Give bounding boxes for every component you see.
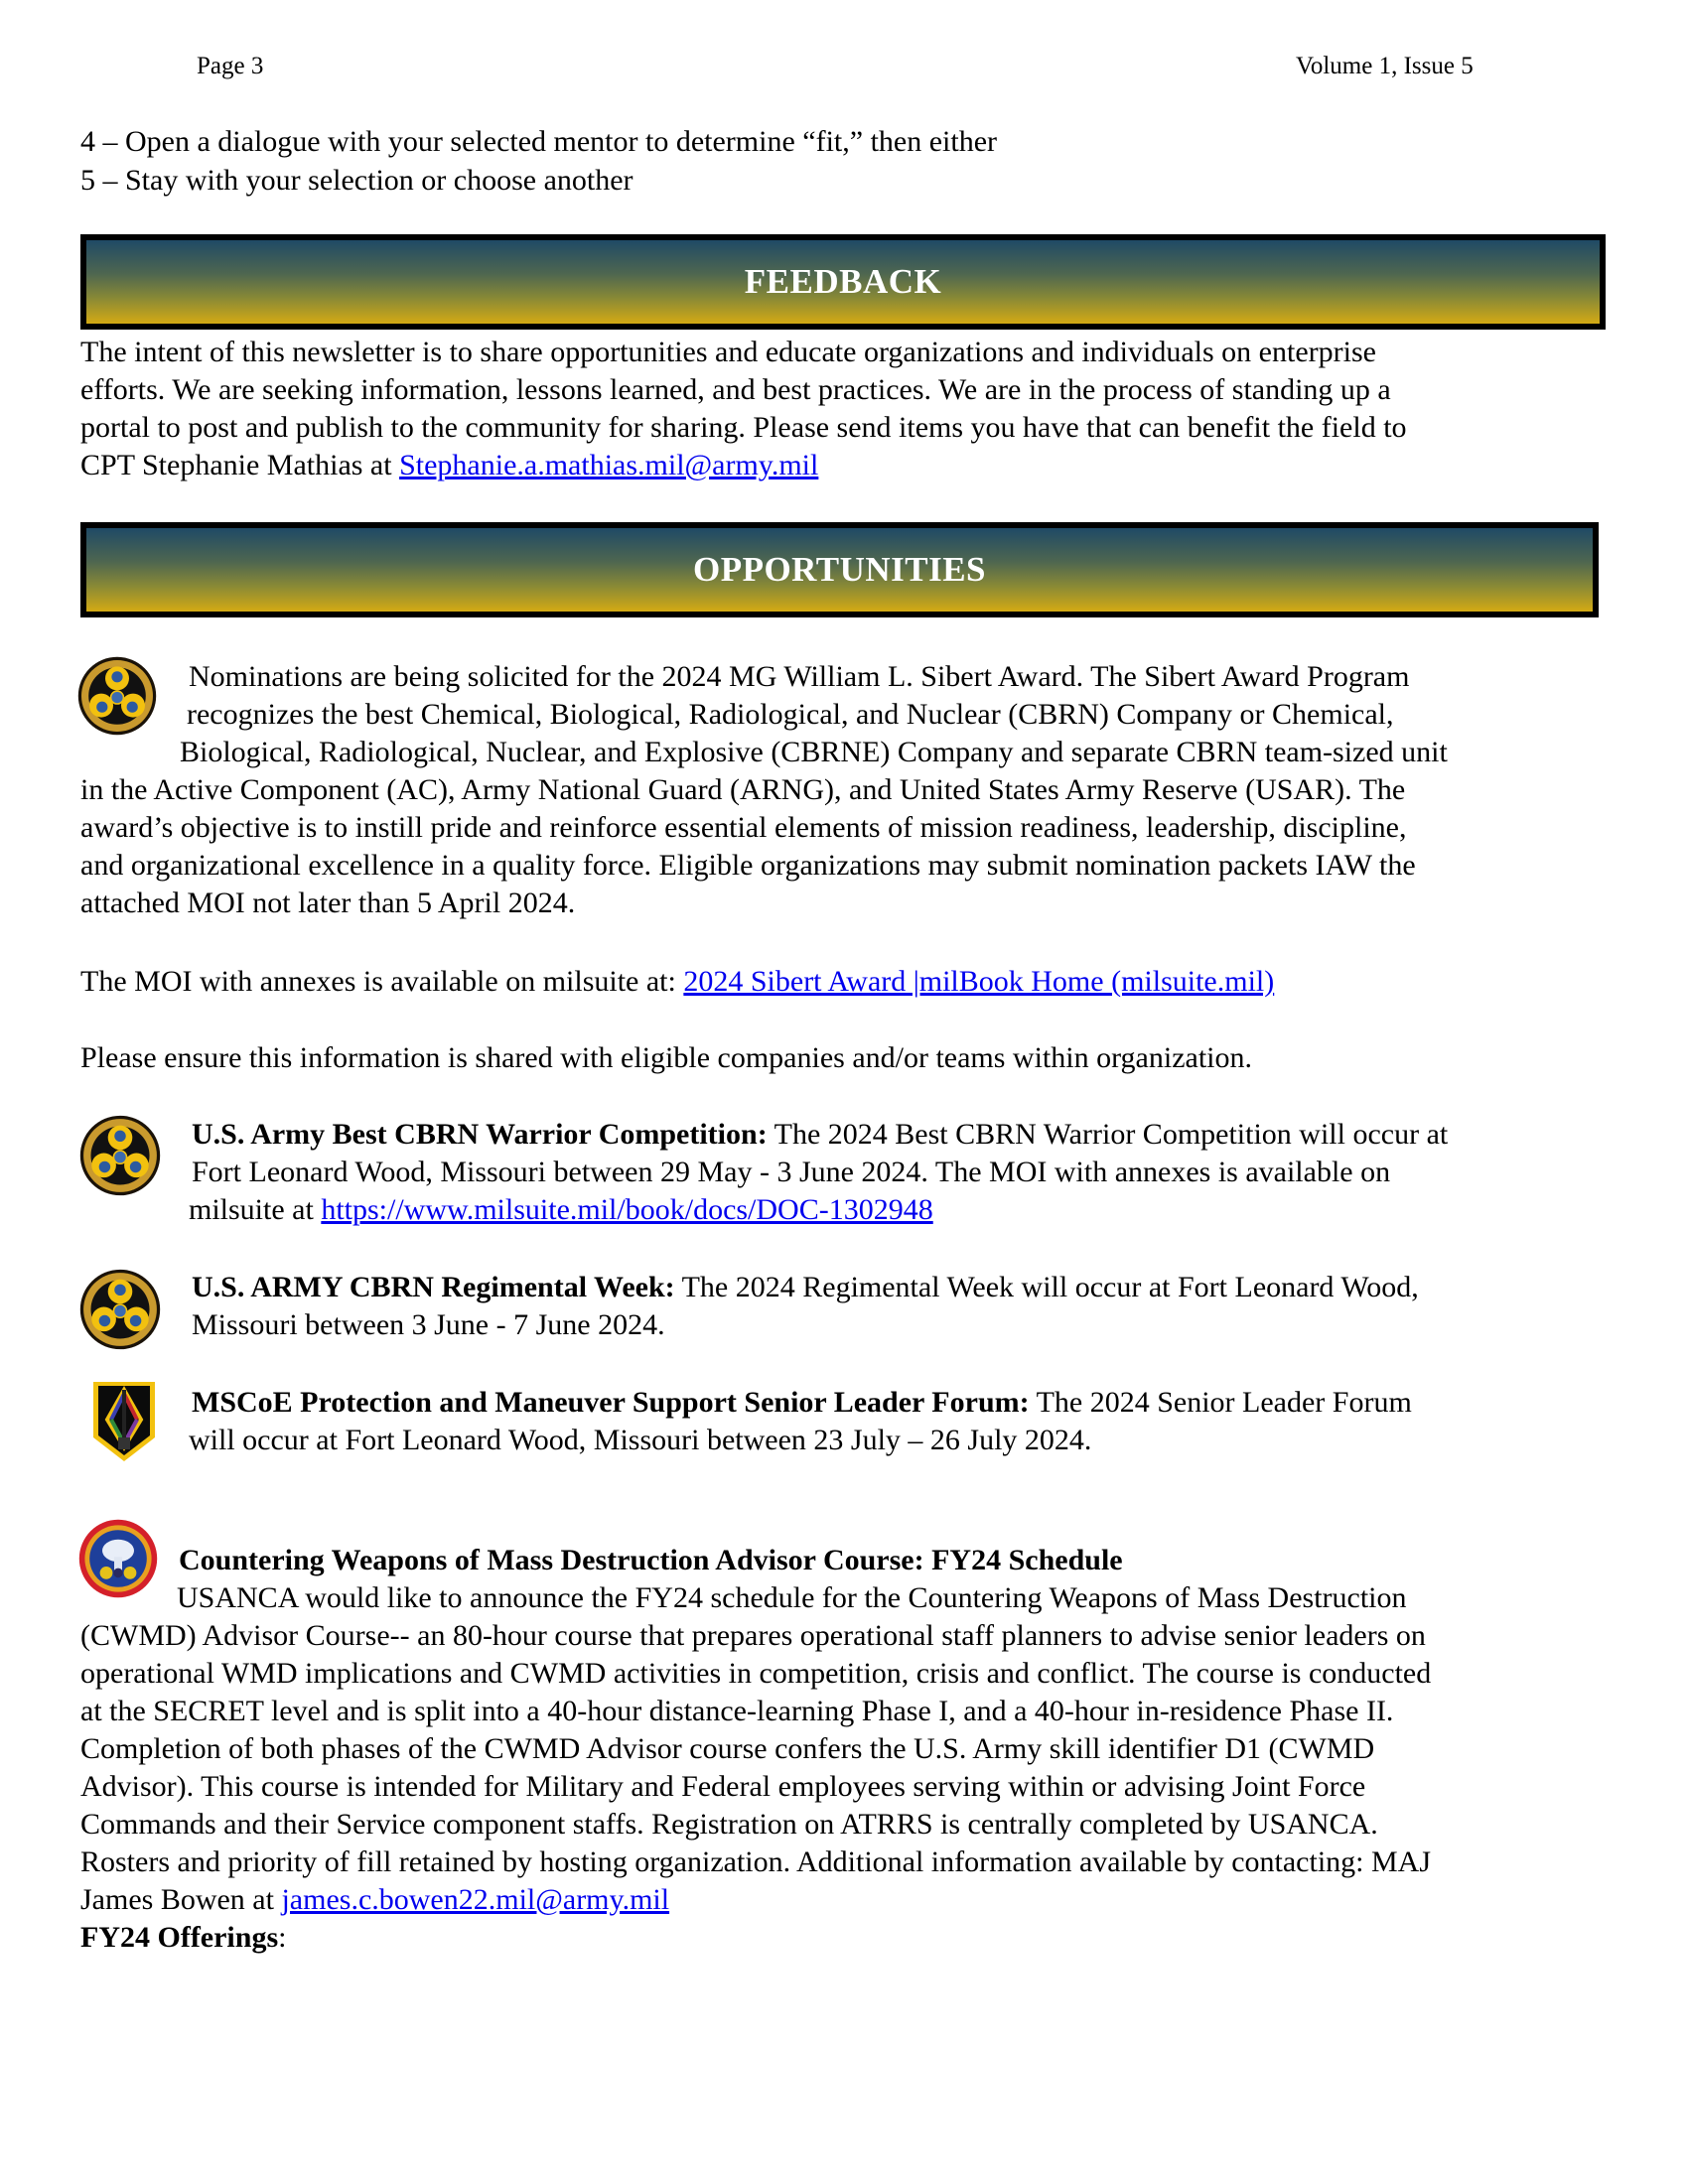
best-warrior-line: Fort Leonard Wood, Missouri between 29 May - 3 June 2024. The MOI with annexes is available on [192,1156,1391,1188]
best-warrior-text: The 2024 Best CBRN Warrior Competition will occur at [767,1118,1449,1151]
sibert-line: Nominations are being solicited for the 2024 MG William L. Sibert Award. The Sibert Award Program [189,660,1410,693]
sibert-line: Biological, Radiological, Nuclear, and Explosive (CBRNE) Company and separate CBRN team-sized unit [180,736,1448,768]
cwmd-line: (CWMD) Advisor Course-- an 80-hour course that prepares operational staff planners to advise senior leaders on [80,1619,1426,1652]
cwmd-heading [179,1542,1123,1579]
sibert-line: award’s objective is to instill pride and reinforce essential elements of mission readiness, leadership, discipline, [80,811,1407,844]
cwmd-contact [80,1881,669,1919]
issue-label: Volume 1, Issue 5 [1296,53,1474,79]
feedback-line: The intent of this newsletter is to share opportunities and educate organizations and individuals on enterprise [80,336,1376,368]
feedback-line: efforts. We are seeking information, lessons learned, and best practices. We are in the process of standing up a [80,373,1391,406]
sibert-moi-prefix: The MOI with annexes is available on milsuite at: [80,965,684,998]
cwmd-heading-text: Countering Weapons of Mass Destruction Advisor Course: FY24 Schedule [179,1544,1123,1576]
opportunities-banner [80,522,1599,617]
opportunities-heading: OPPORTUNITIES [692,550,987,589]
leader-forum-line: will occur at Fort Leonard Wood, Missouri between 23 July – 26 July 2024. [189,1424,1092,1456]
regimental-week-line [192,1269,1419,1306]
best-warrior-line [192,1116,1448,1154]
feedback-contact-prefix: CPT Stephanie Mathias at [80,449,400,481]
step-5: 5 – Stay with your selection or choose another [80,164,633,197]
best-warrior-link-prefix: milsuite at [189,1193,322,1226]
cwmd-contact-prefix: James Bowen at [80,1883,282,1916]
fy24-offerings-text: FY24 Offerings [80,1921,279,1954]
feedback-banner [80,234,1606,330]
cwmd-line: Rosters and priority of fill retained by hosting organization. Additional information available by contacting: MAJ [80,1845,1432,1878]
regimental-week-line: Missouri between 3 June - 7 June 2024. [192,1308,665,1341]
best-warrior-heading: U.S. Army Best CBRN Warrior Competition: [192,1118,768,1151]
cwmd-line: at the SECRET level and is split into a 40-hour distance-learning Phase I, and a 40-hour in-residence Phase II. [80,1695,1394,1727]
feedback-contact [80,447,818,484]
cwmd-line: USANCA would like to announce the FY24 schedule for the Countering Weapons of Mass Destruction [177,1581,1407,1614]
best-warrior-line [189,1191,933,1229]
page-number: Page 3 [197,53,264,79]
leader-forum-text: The 2024 Senior Leader Forum [1029,1386,1412,1419]
fy24-offerings-colon: : [278,1921,287,1954]
feedback-line: portal to post and publish to the community for sharing. Please send items you have that can benefit the field to [80,411,1407,444]
mscoe-shield-insignia-icon [91,1380,157,1463]
cwmd-line: Advisor). This course is intended for Military and Federal employees serving within or advising Joint Force [80,1770,1366,1803]
leader-forum-line [192,1384,1412,1422]
sibert-milbook-link[interactable]: 2024 Sibert Award |milBook Home (milsuite.mil) [683,965,1275,998]
sibert-share-note: Please ensure this information is shared with eligible companies and/or teams within organization. [80,1041,1253,1074]
cwmd-line: operational WMD implications and CWMD activities in competition, crisis and conflict. The course is conducted [80,1657,1432,1690]
best-warrior-moi-link[interactable]: https://www.milsuite.mil/book/docs/DOC-1302948 [321,1193,933,1226]
regimental-week-text: The 2024 Regimental Week will occur at Fort Leonard Wood, [674,1271,1419,1303]
cbrn-regiment-crest-icon [77,655,157,737]
step-4: 4 – Open a dialogue with your selected mentor to determine “fit,” then either [80,125,998,158]
cwmd-email-link[interactable]: james.c.bowen22.mil@army.mil [281,1883,670,1916]
sibert-line: recognizes the best Chemical, Biological, Radiological, and Nuclear (CBRN) Company or Chemical, [187,698,1394,731]
cbrn-regiment-crest-icon [79,1267,161,1352]
sibert-line: and organizational excellence in a quality force. Eligible organizations may submit nomination packets IAW the [80,849,1416,882]
feedback-heading: FEEDBACK [744,262,942,301]
sibert-line: attached MOI not later than 5 April 2024. [80,887,576,919]
sibert-line: in the Active Component (AC), Army National Guard (ARNG), and United States Army Reserve (USAR). The [80,773,1406,806]
cbrn-regiment-crest-icon [79,1114,161,1197]
regimental-week-heading: U.S. ARMY CBRN Regimental Week: [192,1271,675,1303]
fy24-offerings-label [80,1919,286,1957]
sibert-moi [80,963,1274,1001]
cwmd-line: Completion of both phases of the CWMD Advisor course confers the U.S. Army skill identifier D1 (CWMD [80,1732,1375,1765]
leader-forum-heading: MSCoE Protection and Maneuver Support Senior Leader Forum: [192,1386,1030,1419]
feedback-email-link[interactable]: Stephanie.a.mathias.mil@army.mil [399,449,819,481]
usanca-seal-icon [77,1519,159,1598]
cwmd-line: Commands and their Service component staffs. Registration on ATRRS is centrally completed by USANCA. [80,1808,1378,1841]
